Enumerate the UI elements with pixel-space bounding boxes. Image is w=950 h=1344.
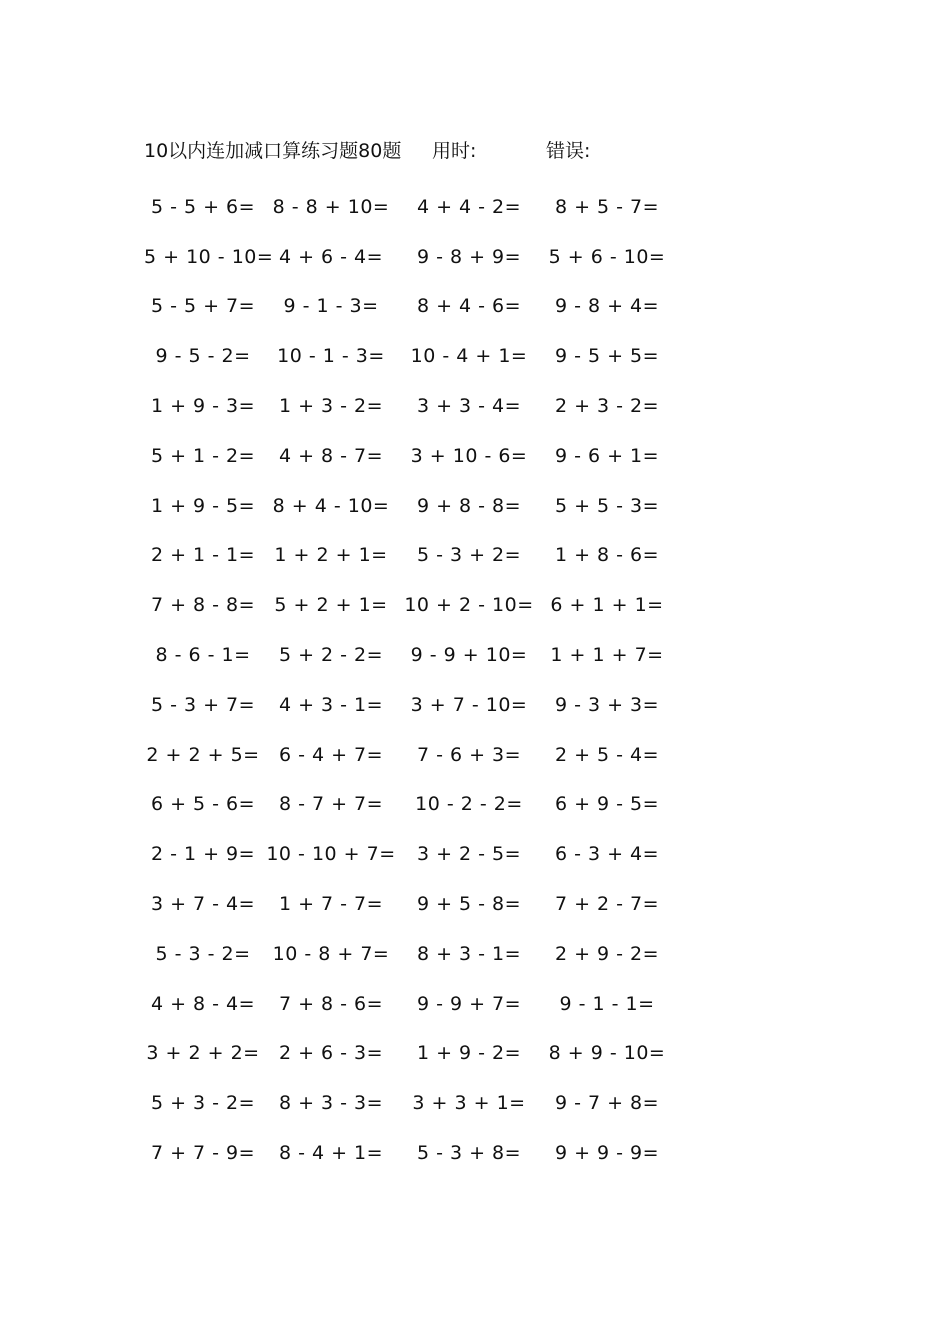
problem-item: 9 - 7 + 8= [554,1092,660,1115]
problem-item: 9 - 8 + 4= [554,295,660,318]
problem-item: 9 + 8 - 8= [416,494,522,517]
problem-item: 10 - 1 - 3= [277,345,385,368]
problem-item: 9 - 5 + 5= [554,345,660,368]
problem-item: 4 + 6 - 4= [278,245,384,268]
problem-item: 3 + 7 - 4= [150,893,256,916]
problem-item: 7 + 2 - 7= [554,893,660,916]
problem-row [144,232,704,282]
problem-item: 1 + 9 - 2= [416,1042,522,1065]
problem-item: 1 + 9 - 3= [150,395,256,418]
time-label: 用时: [432,140,477,162]
problem-item: 6 + 9 - 5= [554,793,660,816]
problem-item: 3 + 7 - 10= [410,693,528,716]
problem-item: 3 + 2 - 5= [416,843,522,866]
problem-item: 9 - 3 + 3= [554,693,660,716]
problem-item: 6 - 4 + 7= [278,743,384,766]
problem-item: 6 - 3 + 4= [554,843,660,866]
problem-row [144,879,704,929]
problem-row [144,979,704,1029]
problem-item: 1 + 2 + 1= [274,544,388,567]
problem-item: 5 + 5 - 3= [554,494,660,517]
problem-row [144,182,704,232]
problem-item: 9 - 6 + 1= [554,444,660,467]
problem-row [144,1029,704,1079]
problem-item: 4 + 4 - 2= [416,195,522,218]
problem-row [144,282,704,332]
problem-item: 5 + 2 - 2= [278,644,384,667]
problem-row [144,381,704,431]
problem-item: 5 - 3 + 8= [416,1142,522,1165]
problem-item: 2 + 2 + 5= [146,743,260,766]
problem-item: 5 - 3 + 7= [150,693,256,716]
problem-item: 10 + 2 - 10= [404,594,534,617]
problem-row [144,1078,704,1128]
problem-item: 1 + 7 - 7= [278,893,384,916]
problem-item: 9 - 9 + 7= [416,992,522,1015]
problem-row [144,730,704,780]
problem-item: 2 + 1 - 1= [150,544,256,567]
problem-item: 7 + 7 - 9= [150,1142,256,1165]
problem-item: 8 + 9 - 10= [548,1042,666,1065]
problem-item: 5 + 10 - 10= [144,245,274,268]
problem-item: 8 - 6 - 1= [155,644,251,667]
problem-grid [144,182,704,1178]
problem-row [144,481,704,531]
problem-item: 9 - 1 - 1= [559,992,655,1015]
problem-item: 2 + 9 - 2= [554,942,660,965]
problem-item: 3 + 3 - 4= [416,395,522,418]
problem-item: 1 + 3 - 2= [278,395,384,418]
problem-row [144,630,704,680]
problem-item: 10 - 10 + 7= [266,843,396,866]
problem-row [144,331,704,381]
problem-item: 7 - 6 + 3= [416,743,522,766]
problem-item: 9 - 1 - 3= [283,295,379,318]
problem-item: 5 - 3 - 2= [155,942,251,965]
problem-item: 1 + 1 + 7= [550,644,664,667]
problem-item: 3 + 2 + 2= [146,1042,260,1065]
problem-row [144,929,704,979]
problem-item: 7 + 8 - 8= [150,594,256,617]
problem-item: 5 + 1 - 2= [150,444,256,467]
problem-row [144,1128,704,1178]
problem-item: 9 - 8 + 9= [416,245,522,268]
problem-item: 5 - 5 + 7= [150,295,256,318]
problem-item: 5 - 3 + 2= [416,544,522,567]
problem-item: 6 + 5 - 6= [150,793,256,816]
problem-item: 4 + 8 - 4= [150,992,256,1015]
problem-item: 10 - 2 - 2= [415,793,523,816]
problem-item: 8 - 7 + 7= [278,793,384,816]
problem-item: 4 + 3 - 1= [278,693,384,716]
problem-row [144,531,704,581]
problem-item: 8 + 3 - 3= [278,1092,384,1115]
problem-item: 2 + 6 - 3= [278,1042,384,1065]
problem-item: 8 + 5 - 7= [554,195,660,218]
problem-item: 2 + 5 - 4= [554,743,660,766]
problem-row [144,680,704,730]
problem-item: 8 + 4 - 10= [272,494,390,517]
problem-item: 4 + 8 - 7= [278,444,384,467]
problem-row [144,829,704,879]
problem-item: 8 + 3 - 1= [416,942,522,965]
errors-label: 错误: [546,140,591,162]
problem-item: 10 - 8 + 7= [272,942,390,965]
problem-item: 3 + 3 + 1= [412,1092,526,1115]
problem-item: 5 - 5 + 6= [150,195,256,218]
problem-row [144,780,704,830]
problem-item: 2 + 3 - 2= [554,395,660,418]
problem-item: 9 - 9 + 10= [410,644,528,667]
problem-item: 5 + 3 - 2= [150,1092,256,1115]
problem-item: 9 + 9 - 9= [554,1142,660,1165]
problem-item: 7 + 8 - 6= [278,992,384,1015]
problem-item: 9 + 5 - 8= [416,893,522,916]
problem-item: 6 + 1 + 1= [550,594,664,617]
problem-item: 8 - 8 + 10= [272,195,390,218]
problem-item: 1 + 8 - 6= [554,544,660,567]
problem-item: 10 - 4 + 1= [410,345,528,368]
problem-row [144,580,704,630]
problem-item: 1 + 9 - 5= [150,494,256,517]
problem-item: 5 + 6 - 10= [548,245,666,268]
problem-row [144,431,704,481]
problem-item: 2 - 1 + 9= [150,843,256,866]
problem-item: 8 + 4 - 6= [416,295,522,318]
problem-item: 8 - 4 + 1= [278,1142,384,1165]
problem-item: 3 + 10 - 6= [410,444,528,467]
problem-item: 9 - 5 - 2= [155,345,251,368]
problem-item: 5 + 2 + 1= [274,594,388,617]
page-title: 10以内连加减口算练习题80题 [144,140,402,162]
